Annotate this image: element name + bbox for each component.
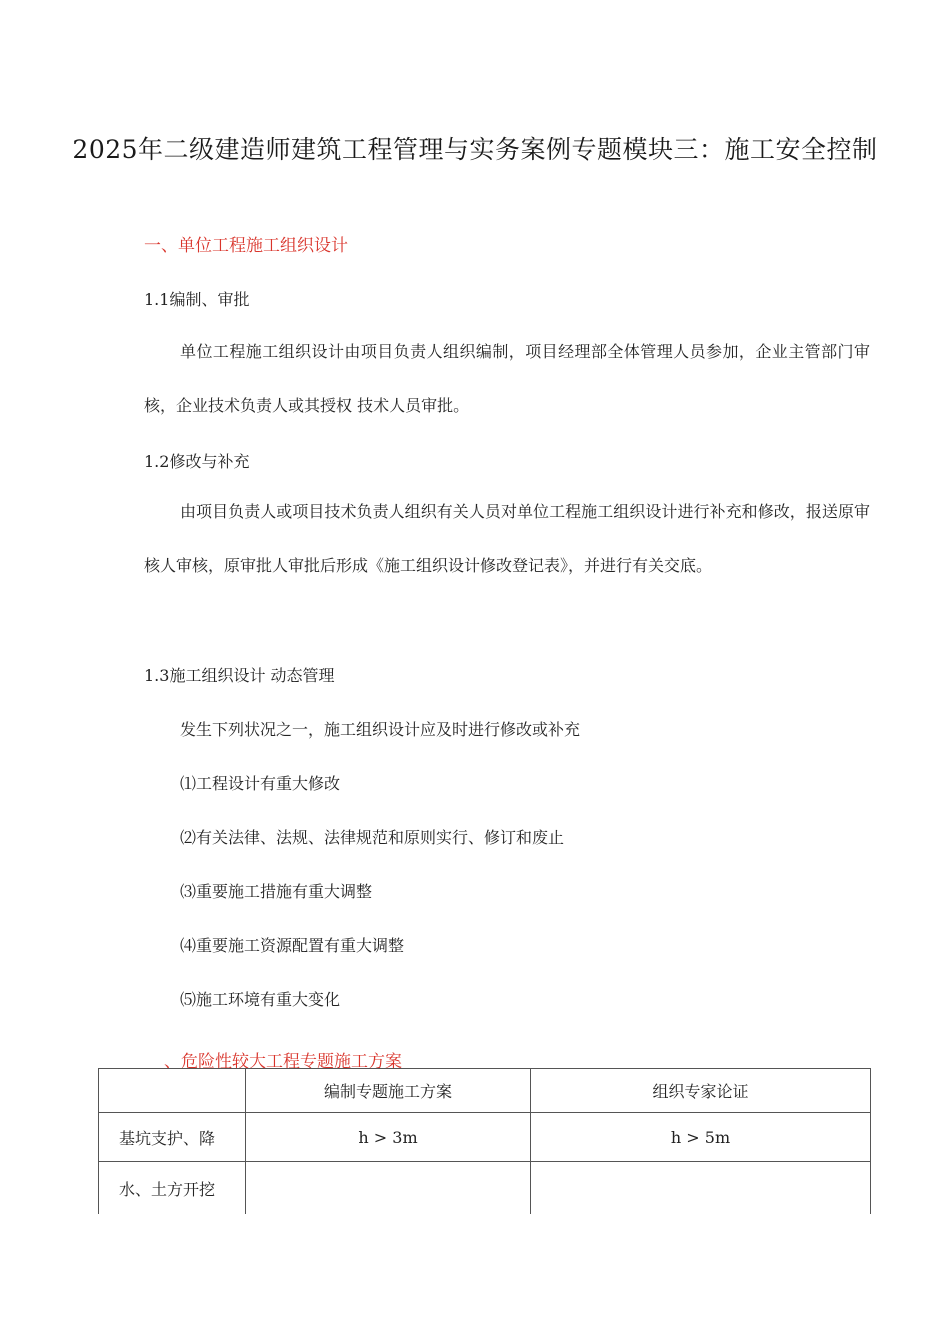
table-cell: 水、土方开挖 xyxy=(99,1162,246,1215)
subsection-heading-1-1: 1.1编制、审批 xyxy=(144,290,250,309)
subsection-heading-1-2: 1.2修改与补充 xyxy=(144,452,250,471)
list-item: ⑶重要施工措施有重大调整 xyxy=(180,882,373,901)
subsection-heading-1-3: 1.3施工组织设计 动态管理 xyxy=(144,666,335,685)
list-item: ⑷重要施工资源配置有重大调整 xyxy=(180,936,405,955)
table-cell xyxy=(531,1162,871,1215)
list-item: ⑴工程设计有重大修改 xyxy=(180,774,341,793)
list-item: ⑵有关法律、法规、法律规范和原则实行、修订和废止 xyxy=(180,828,565,847)
table-cell xyxy=(246,1162,531,1215)
table-row xyxy=(99,1162,871,1215)
section-heading-1: 一、单位工程施工组织设计 xyxy=(144,236,348,256)
list-item: ⑸施工环境有重大变化 xyxy=(180,990,341,1009)
dangerous-works-table xyxy=(98,1068,871,1214)
table-header-cell: 组织专家论证 xyxy=(531,1069,871,1113)
table-header-cell: 编制专题施工方案 xyxy=(246,1069,531,1113)
table-header-row xyxy=(99,1069,871,1113)
table-cell: h > 5m xyxy=(531,1113,871,1162)
table-cell: 基坑支护、降 xyxy=(99,1113,246,1162)
table-header-cell xyxy=(99,1069,246,1113)
section-heading-2: 、危险性较大工程专题施工方案 xyxy=(164,1052,402,1072)
page-title: 2025年二级建造师建筑工程管理与实务案例专题模块三：施工安全控制 xyxy=(72,135,878,164)
paragraph-1-3-intro: 发生下列状况之一，施工组织设计应及时进行修改或补充 xyxy=(180,720,581,739)
paragraph-1-2: 由项目负责人或项目技术负责人组织有关人员对单位工程施工组织设计进行补充和修改，报送原审核人审核，原审批人审批后形成《施工组织设计修改登记表》，并进行有关交底。 xyxy=(144,502,870,575)
table-row xyxy=(99,1113,871,1162)
table-cell: h > 3m xyxy=(246,1113,531,1162)
paragraph-1-1: 单位工程施工组织设计由项目负责人组织编制，项目经理部全体管理人员参加，企业主管部门审核，企业技术负责人或其授权 技术人员审批。 xyxy=(144,342,870,415)
